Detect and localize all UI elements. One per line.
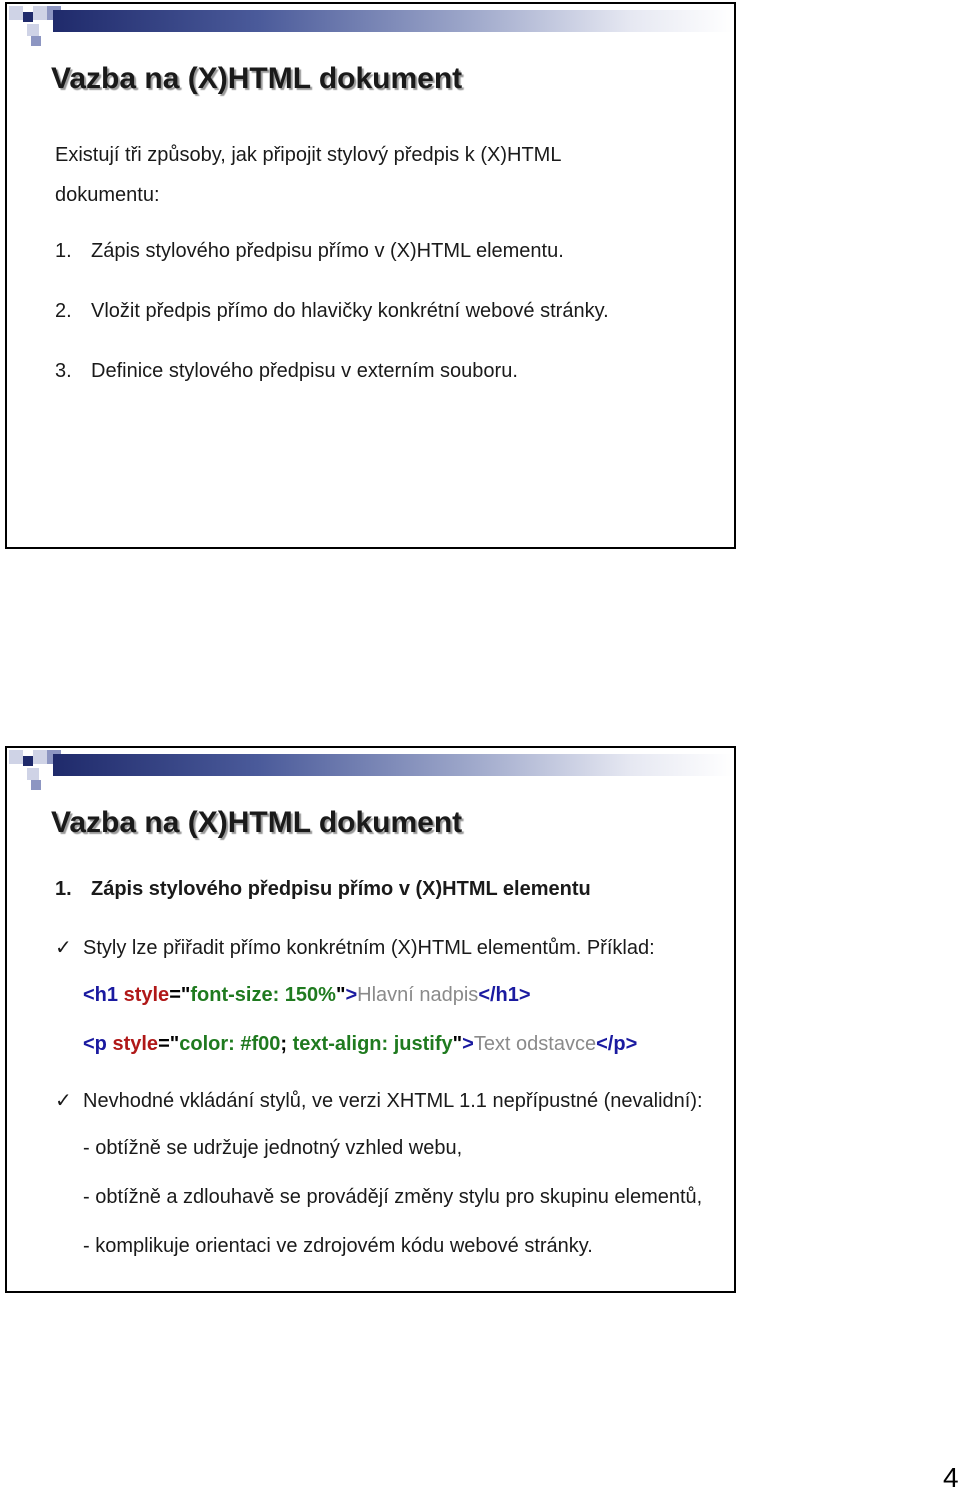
check-icon: ✓ <box>55 937 72 959</box>
slide-2 <box>5 746 736 1293</box>
code-value: font-size: 150% <box>190 984 336 1006</box>
slide-title: Vazba na (X)HTML dokument <box>51 62 463 95</box>
list-number: 2. <box>55 300 72 322</box>
list-item <box>55 300 609 323</box>
bullet-text: Styly lze přiřadit přímo konkrétním (X)HTML elementům. Příklad: <box>83 937 655 959</box>
list-text: Vložit předpis přímo do hlavičky konkrétní webové stránky. <box>91 300 609 322</box>
slide-title: Vazba na (X)HTML dokument <box>51 806 463 839</box>
code-open-tag: <h1 <box>83 984 119 1006</box>
section-heading <box>55 878 591 901</box>
dash-item: - komplikuje orientaci ve zdrojovém kódu webové stránky. <box>83 1235 593 1257</box>
intro-line-1: Existují tři způsoby, jak připojit stylový předpis k (X)HTML <box>55 144 562 166</box>
code-open-tag: <p <box>83 1033 107 1055</box>
dash-item: - obtížně a zdlouhavě se provádějí změny stylu pro skupinu elementů, <box>83 1186 703 1208</box>
code-value: color: #f00 <box>179 1033 281 1055</box>
code-semicolon: ; <box>280 1033 288 1055</box>
code-equals: =" <box>169 984 191 1006</box>
page-number: 4 <box>943 1462 959 1493</box>
code-gt: > <box>462 1033 474 1055</box>
list-number: 1. <box>55 240 72 262</box>
code-attribute: style <box>123 984 170 1006</box>
bullet-text: Nevhodné vkládání stylů, ve verzi XHTML 1.1 nepřípustné (nevalidní): <box>83 1090 703 1112</box>
code-end-tag: </p> <box>596 1033 638 1055</box>
code-content: Hlavní nadpis <box>357 984 479 1006</box>
intro-line-2: dokumentu: <box>55 184 160 206</box>
code-content: Text odstavce <box>473 1033 597 1055</box>
code-end-tag: </h1> <box>478 984 531 1006</box>
code-attribute: style <box>112 1033 159 1055</box>
list-item <box>55 240 564 263</box>
code-quote: " <box>452 1033 463 1055</box>
header-decoration <box>7 4 734 48</box>
bullet-item <box>55 1088 703 1113</box>
bullet-item <box>55 935 655 960</box>
list-text: Zápis stylového předpisu přímo v (X)HTML elementu. <box>91 240 564 262</box>
dash-item: - obtížně se udržuje jednotný vzhled webu, <box>83 1137 463 1159</box>
code-quote: " <box>335 984 346 1006</box>
code-example-1 <box>83 984 531 1007</box>
check-icon: ✓ <box>55 1090 72 1112</box>
list-item <box>55 360 518 383</box>
slide-1 <box>5 2 736 549</box>
list-number: 3. <box>55 360 72 382</box>
code-gt: > <box>345 984 358 1006</box>
code-example-2 <box>83 1033 637 1056</box>
list-text: Definice stylového předpisu v externím souboru. <box>91 360 518 382</box>
code-value: text-align: justify <box>292 1033 453 1055</box>
heading-number: 1. <box>55 878 72 900</box>
header-decoration <box>7 748 734 792</box>
code-equals: =" <box>158 1033 180 1055</box>
heading-text: Zápis stylového předpisu přímo v (X)HTML elementu <box>91 878 591 900</box>
